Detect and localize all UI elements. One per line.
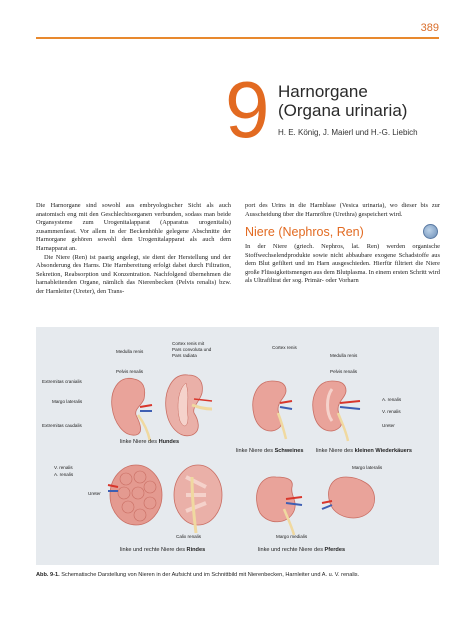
cattle-kidneys <box>108 465 222 533</box>
label-ureter: Ureter <box>382 423 395 428</box>
label-calix-renalis: Calix renalis <box>176 534 202 539</box>
chapter-title-line2: (Organa urinaria) <box>278 101 408 120</box>
small-ruminant-kidney <box>313 381 360 441</box>
label-medulla-renis: Medulla renis <box>330 353 358 358</box>
label-margo-medialis: Margo medialis <box>276 534 308 539</box>
figure-caption-label: Abb. 9-1. <box>36 572 60 578</box>
dog-kidney-section <box>166 375 212 436</box>
figure-caption-text: Schematische Darstellung von Nieren in der Aufsicht und im Schnittbild mit Nierenbecken, Harnleiter und A. u. V. renalis. <box>61 572 360 578</box>
section-title: Niere (Nephros, Ren) <box>245 225 364 239</box>
chapter-authors: H. E. König, J. Maierl und H.-G. Liebich <box>278 128 418 137</box>
label-v-renalis: V. renalis <box>54 465 73 470</box>
label-margo-lateralis: Margo lateralis <box>52 399 83 404</box>
paragraph: In der Niere (griech. Nephros, lat. Ren) werden organische Stoffwechselendprodukte sowie nicht abbaubare exogene Schadstoffe aus dem Blut gefiltert und im Harn ausgeschieden. Hierfür filtriert die Niere große Flüssigkeitsmengen aus dem Blutplasma. In einem ersten Schritt wird als Ultrafiltrat der sog. Primär- oder Vorharn <box>245 243 440 285</box>
right-column-top <box>245 202 440 219</box>
label-extremitas-caudalis: Extremitas caudalis <box>42 423 82 428</box>
label-a-renalis: A. renalis <box>54 472 74 477</box>
kidney-illustrations <box>36 327 439 565</box>
label-cortex-renis: Cortex renis mit <box>172 341 205 346</box>
label-cortex-renis: Cortex renis <box>272 345 297 350</box>
caption-pig: linke Niere des Schweines <box>236 448 304 454</box>
left-column <box>36 202 231 297</box>
cd-icon[interactable] <box>423 224 438 239</box>
page-number: 389 <box>420 22 439 34</box>
label-margo-lateralis: Margo lateralis <box>352 465 383 470</box>
chapter-title-line1: Harnorgane <box>278 82 368 101</box>
paragraph: Die Niere (Ren) ist paarig angelegt, sie dient der Herstellung und der Absonderung des Harns. Die Harnbereitung erfolgt dabei durch Filtration, Sekretion, Reabsorption und Konzentration. Nachfolgend übernehmen die harnableitenden Organe, nämlich das Nierenbecken (Pelvis renalis) bzw. der Harnleiter (Ureter), den Trans- <box>36 253 231 295</box>
right-column-body <box>245 243 440 286</box>
figure-kidneys <box>36 327 439 565</box>
figure-caption <box>36 572 446 578</box>
caption-horse: linke und rechte Niere des Pferdes <box>258 547 346 553</box>
caption-small-ruminant: linke Niere des kleinen Wiederkäuers <box>316 448 413 454</box>
label-extremitas-cranialis: Extremitas cranialis <box>42 379 82 384</box>
header-rule <box>36 37 439 39</box>
label-medulla-renis: Medulla renis <box>116 349 144 354</box>
paragraph: Die Harnorgane sind sowohl aus embryologischer Sicht als auch anatomisch eng mit den Geschlechtsorganen verbunden, sodass man beide Organsysteme zum Urogenitalapparat (Apparatus urogenitalis) zusammenfasst. Vor allem in der Beckenhöhle gelegene Abschnitte der Harnorgane gehören sowohl dem Urogenitalapparat als auch dem Harnapparat an. <box>36 202 231 252</box>
paragraph: port des Urins in die Harnblase (Vesica urinaria), wo dieser bis zur Ausscheidung über die Harnröhre (Urethra) gespeichert wird. <box>245 202 440 218</box>
label-a-renalis: A. renalis <box>382 397 402 402</box>
label-pars-convoluta: Pars convoluta und <box>172 347 212 352</box>
label-pelvis-renalis: Pelvis renalis <box>330 369 358 374</box>
horse-kidneys <box>257 477 375 535</box>
label-v-renalis: V. renalis <box>382 409 401 414</box>
label-ureter: Ureter <box>88 491 101 496</box>
label-pars-radiata: Pars radiata <box>172 353 197 358</box>
label-pelvis-renalis: Pelvis renalis <box>116 369 144 374</box>
dog-kidney-surface <box>112 378 152 441</box>
pig-kidney-surface <box>253 381 292 439</box>
chapter-title <box>278 82 448 120</box>
caption-dog: linke Niere des Hundes <box>120 439 180 445</box>
chapter-number: 9 <box>225 65 270 154</box>
caption-cattle: linke und rechte Niere des Rindes <box>120 547 206 553</box>
